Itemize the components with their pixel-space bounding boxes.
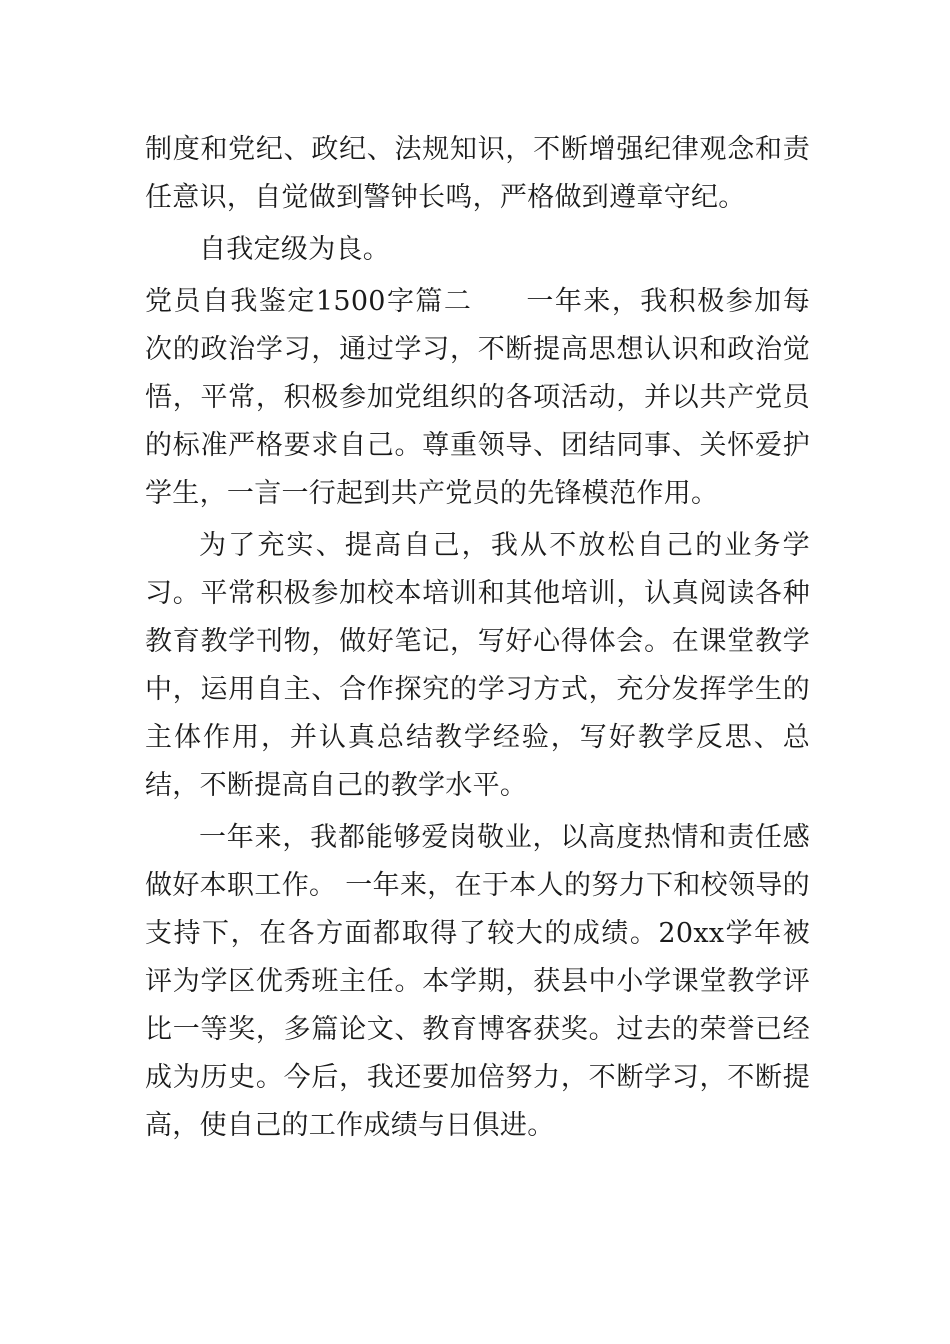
section-two-body: 一年来，我积极参加每次的政治学习，通过学习，不断提高思想认识和政治觉悟，平常，积极参加党组织的各项活动，并以共产党员的标准严格要求自己。尊重领导、团结同事、关怀爱护学生，一言一行起到共产党员的先锋模范作用。 (145, 286, 810, 509)
document-body (145, 126, 810, 1150)
paragraph-study: 为了充实、提高自己，我从不放松自己的业务学习。平常积极参加校本培训和其他培训，认真阅读各种教育教学刊物，做好笔记，写好心得体会。在课堂教学中，运用自主、合作探究的学习方式，充分发挥学生的主体作用，并认真总结教学经验，写好教学反思、总结，不断提高自己的教学水平。 (145, 530, 810, 801)
section-heading: 党员自我鉴定1500字篇二 (145, 286, 473, 317)
paragraph-achievements: 一年来，我都能够爱岗敬业，以高度热情和责任感做好本职工作。 一年来，在于本人的努力下和校领导的支持下，在各方面都取得了较大的成绩。20xx学年被评为学区优秀班主任。本学期，获县中小学课堂教学评比一等奖，多篇论文、教育博客获奖。过去的荣誉已经成为历史。今后，我还要加倍努力，不断学习，不断提高，使自己的工作成绩与日俱进。 (145, 822, 810, 1141)
paragraph-section-two (145, 278, 810, 518)
paragraph-1: 制度和党纪、政纪、法规知识，不断增强纪律观念和责任意识，自觉做到警钟长鸣，严格做到遵章守纪。 (145, 134, 810, 213)
paragraph-self-rating: 自我定级为良。 (199, 234, 391, 265)
